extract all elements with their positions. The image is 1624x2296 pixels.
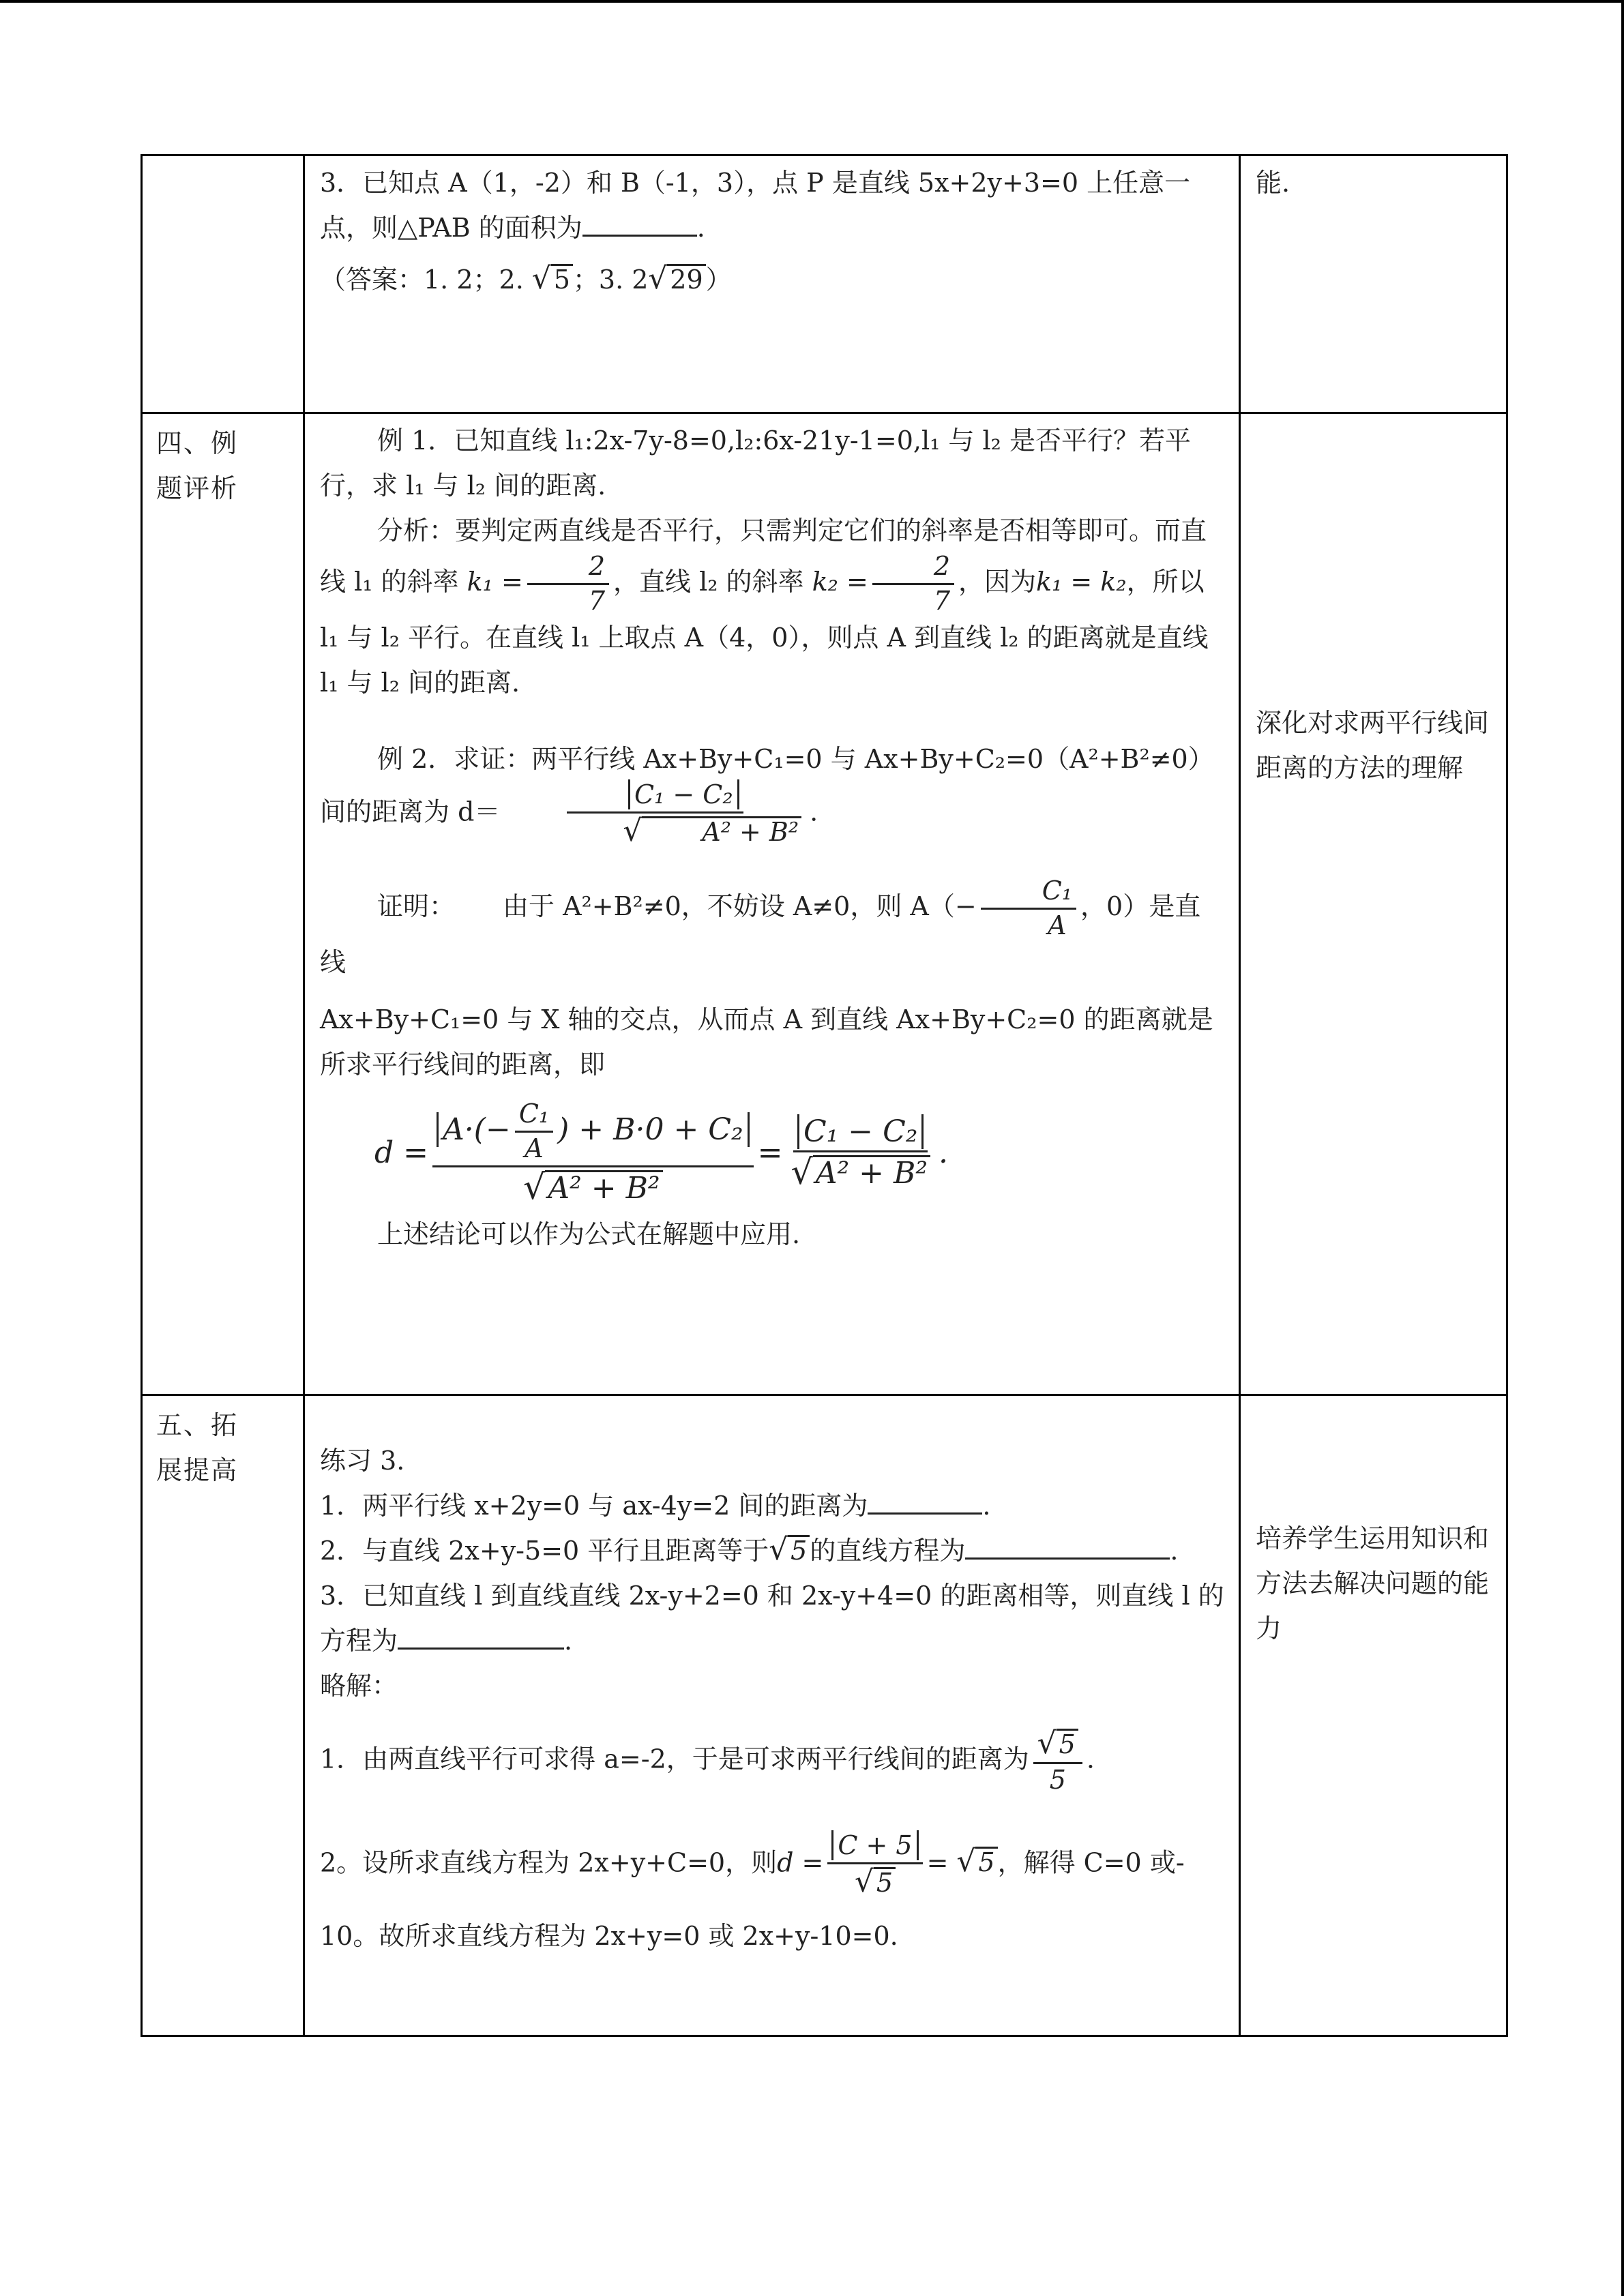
question-2: 2．与直线 2x+y-5=0 平行且距离等于 √ 5 的直线方程为 . xyxy=(320,1528,1226,1573)
table-row xyxy=(142,413,1507,1395)
question-1: 1．两平行线 x+2y=0 与 ax-4y=2 间的距离为 . xyxy=(320,1483,1226,1528)
lesson-plan-table xyxy=(141,154,1508,2037)
solution-title: 略解： xyxy=(320,1671,398,1701)
note-cell: 能. xyxy=(1240,155,1507,413)
distance-derivation: d = A·(− $\frac{\text{C₁}}{A}$ ) + B·0 + C₂ √ A² + B² = C₁ − C₂ √ A² + B² . xyxy=(374,1099,948,1208)
table-row xyxy=(142,1395,1507,2036)
proof: 证明： 由于 A²+B²≠0，不妨设 A≠0，则 A（− $\frac{\text{C₁}}{A}$ ，0）是直线 xyxy=(320,876,1201,978)
practice-title: 练习 3. xyxy=(320,1446,405,1476)
content-cell xyxy=(304,155,1240,413)
sqrt-5: √ 5 xyxy=(532,264,573,295)
table-row xyxy=(142,155,1507,413)
question-3: 3．已知直线 l 到直线直线 2x-y+2=0 和 2x-y+4=0 的距离相等，则直线 l 的方程为 . xyxy=(320,1581,1224,1656)
fraction-2-7: $\frac{2}{7}$ xyxy=(872,553,954,615)
problem-3: 3．已知点 A（1，-2）和 B（-1，3），点 P 是直线 5x+2y+3=0 上任意一点，则△PAB 的面积为 . xyxy=(320,168,1191,243)
content-cell xyxy=(304,1395,1240,2036)
solution-3: 10。故所求直线方程为 2x+y=0 或 2x+y-10=0. xyxy=(320,1921,898,1952)
note-cell: 培养学生运用知识和方法去解决问题的能力 xyxy=(1240,1395,1507,2036)
stage-cell xyxy=(142,155,304,413)
stage-cell: 五、拓展提高 xyxy=(142,1395,304,2036)
solution-1: 1．由两直线平行可求得 a=-2，于是可求两平行线间的距离为 √ 5 5 . xyxy=(320,1726,1095,1795)
answer-line: （答案：1. 2；2. √ 5 ；3. 2 √ 29 ） xyxy=(320,261,732,296)
proof-continued: Ax+By+C₁=0 与 X 轴的交点，从而点 A 到直线 Ax+By+C₂=0 的距离就是所求平行线间的距离，即 xyxy=(320,1004,1213,1080)
solution-2: 2。设所求直线方程为 2x+y+C=0，则d = C + 5 √ 5 = √ 5 ，解得 C=0 或- xyxy=(320,1830,1185,1899)
example-1: 例 1．已知直线 l₁:2x-7y-8=0,l₂:6x-21y-1=0,l₁ 与 l₂ 是否平行？若平行，求 l₁ 与 l₂ 间的距离. xyxy=(320,426,1191,501)
distance-formula: C₁ − C₂ √ A² + B² xyxy=(504,781,806,847)
example-2: 例 2．求证：两平行线 Ax+By+C₁=0 与 Ax+By+C₂=0（A²+B²≠0）间的距离为 d＝ C₁ − C₂ √ A² + B² . xyxy=(320,743,1214,848)
content-cell xyxy=(304,413,1240,1395)
fraction-2-7: $\frac{2}{7}$ xyxy=(527,553,609,615)
analysis: 分析：要判定两直线是否平行，只需判定它们的斜率是否相等即可。而直线 l₁ 的斜率 k₁ = $\frac{2}{7}$ ，直线 l₂ 的斜率 k₂ = $\frac{2}{7}$ ，因为k₁ = k₂，所以 l₁ 与 l₂ 平行。在直线 l₁ 上取点 A（4，0），则点 A 到直线 l₂ 的距离就是直线 l₁ 与 l₂ 间的距离. xyxy=(320,516,1209,698)
fraction-c1-a: $\frac{\text{C₁}}{A}$ xyxy=(981,878,1076,940)
answer-blank xyxy=(582,207,697,237)
sqrt-29: √ 29 xyxy=(648,264,705,295)
stage-cell: 四、例题评析 xyxy=(142,413,304,1395)
conclusion: 上述结论可以作为公式在解题中应用. xyxy=(377,1219,801,1250)
note-cell: 深化对求两平行线间距离的方法的理解 xyxy=(1240,413,1507,1395)
